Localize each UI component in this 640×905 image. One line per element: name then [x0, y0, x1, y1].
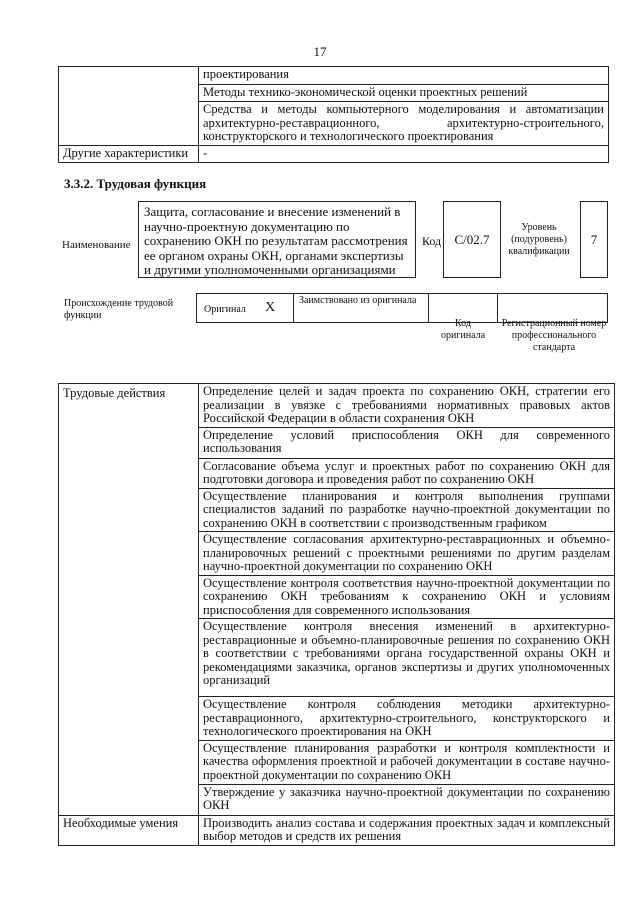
origin-original-cell [196, 293, 294, 323]
original-label: Оригинал [204, 304, 246, 315]
code-original-caption: Код оригинала [440, 318, 486, 341]
page-number: 17 [313, 44, 327, 59]
table-row [59, 146, 609, 163]
table-row [59, 384, 615, 428]
code-value-box [443, 201, 501, 278]
labor-action-item: Согласование объема услуг и проектных работ по сохранению ОКН для подготовки договора и проведения работ по сохранению ОКН [199, 458, 615, 488]
labor-action-item: Осуществление планирования разработки и контроля комплектности и качества оформления проектной и рабочей документации в составе научно-проектной документации по сохранению ОКН [199, 740, 615, 784]
row-text: - [199, 146, 609, 163]
borrowed-label: Заимствовано из оригинала [299, 295, 417, 306]
table-row [59, 815, 615, 845]
skills-label: Необходимые умения [59, 815, 199, 845]
table-row [59, 67, 609, 85]
code-value: C/02.7 [454, 232, 490, 247]
origin-label: Происхождение трудовой функции [64, 298, 174, 321]
labor-function-table [58, 383, 615, 846]
row-label: Другие характеристики [59, 146, 199, 163]
origin-borrowed-cell [293, 293, 429, 323]
labor-action-item: Осуществление контроля соответствия научно-проектной документации по сохранению ОКН требованиям к сохранению ОКН и условиям приспособления для современного использования [199, 575, 615, 619]
level-label: Уровень (подуровень) квалификации [508, 222, 570, 257]
labor-action-item: Осуществление согласования архитектурно-реставрационных и объемно-планировочных решений с проектными решениями по другим разделам научно-проектной документации по сохранению ОКН [199, 532, 615, 576]
labor-action-item: Осуществление контроля соблюдения методики архитектурно-реставрационного, архитектурно-строительного, конструкторского и технологического проектирования на ОКН [199, 697, 615, 741]
reg-number-caption: Регистрационный номер профессионального стандарта [501, 318, 607, 353]
level-value-box [580, 201, 608, 278]
level-value: 7 [590, 232, 598, 247]
function-name-text: Защита, согласование и внесение изменений в научно-проектную документацию по сохранению ОКН по результатам рассмотрения ее органом охраны ОКН, органами экспертизы и другими уполномоченными организациями [144, 204, 408, 277]
labor-action-item: Осуществление контроля внесения изменений в архитектурно-реставрационные и объемно-планировочные решения по сохранению ОКН в соответствии с требованиями органа государственной охраны ОКН и рекомендациями заказчика, органов экспертизы и других уполномоченных организаций [199, 619, 615, 697]
row-text: проектирования [199, 67, 609, 85]
labor-action-item: Определение условий приспособления ОКН для современного использования [199, 427, 615, 458]
top-characteristics-table [58, 66, 609, 163]
labor-action-item: Определение целей и задач проекта по сохранению ОКН, стратегии его реализации в увязке с требованиями нормативных правовых актов Российской Федерации в области сохранения ОКН [199, 384, 615, 428]
section-heading: 3.3.2. Трудовая функция [64, 176, 207, 191]
labor-actions-label: Трудовые действия [59, 384, 199, 816]
name-label: Наименование [62, 239, 131, 251]
row-text: Методы технико-экономической оценки проектных решений [199, 85, 609, 102]
labor-action-item: Утверждение у заказчика научно-проектной документации по сохранению ОКН [199, 784, 615, 815]
code-label: Код [422, 234, 442, 248]
row-text: Средства и методы компьютерного моделирования и автоматизации архитектурно-реставрационного, архитектурно-строительного, конструкторского и технологического проектирования [199, 102, 609, 146]
function-name-box [138, 201, 416, 278]
skill-item: Производить анализ состава и содержания проектных задач и комплексный выбор методов и средств их решения [199, 815, 615, 845]
row-label [59, 67, 199, 146]
original-mark: X [265, 300, 276, 315]
labor-action-item: Осуществление планирования и контроля выполнения группами специалистов заданий по разработке научно-проектной документации по сохранению ОКН в соответствии с производственным графиком [199, 488, 615, 532]
